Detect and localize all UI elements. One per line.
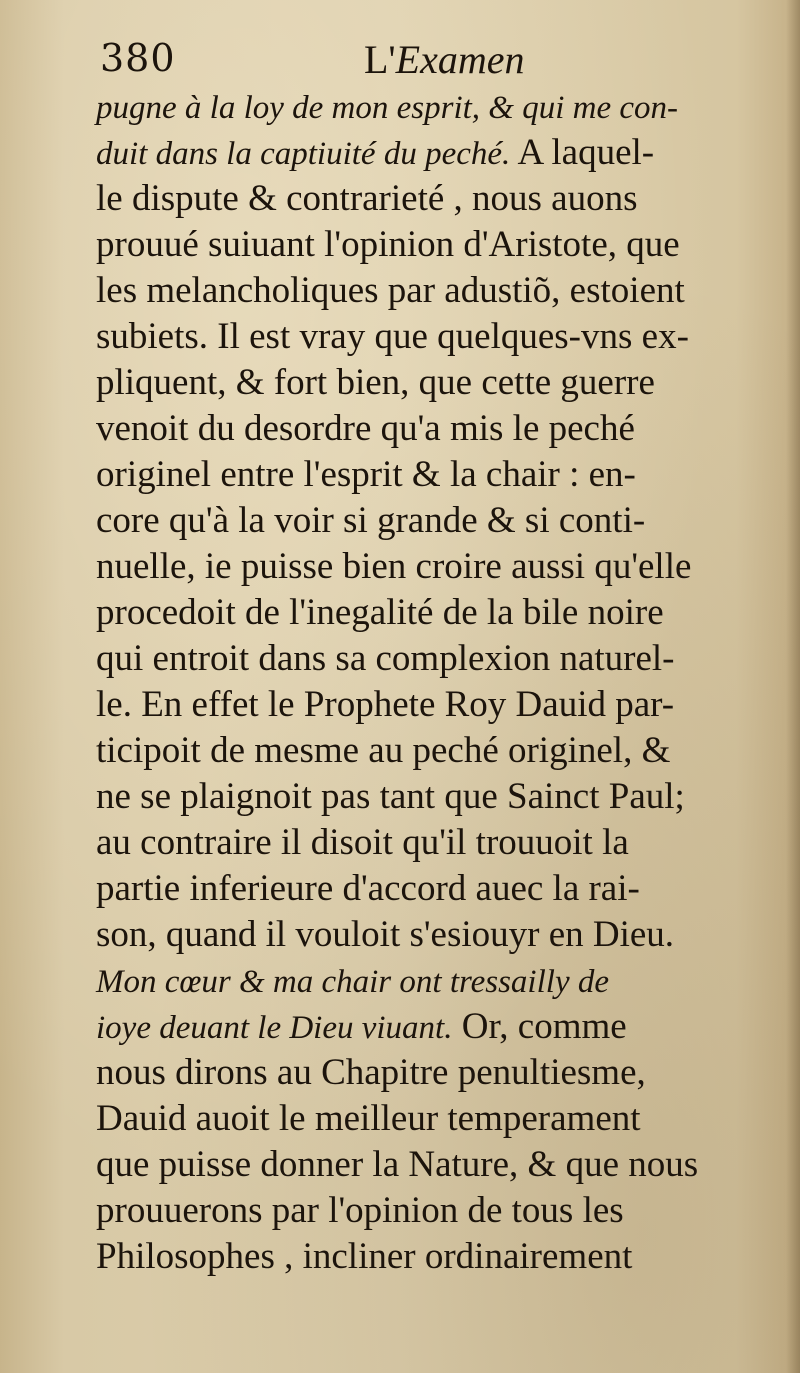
text-line: au contraire il disoit qu'il trouuoit la bbox=[96, 822, 629, 863]
text-line: procedoit de l'inegalité de la bile noire bbox=[96, 592, 664, 633]
text-line: prouuerons par l'opinion de tous les bbox=[96, 1190, 624, 1231]
running-head-prefix: L' bbox=[364, 37, 396, 82]
text-line: Dauid auoit le meilleur temperament bbox=[96, 1098, 641, 1139]
text-line: pliquent, & fort bien, que cette guerre bbox=[96, 362, 655, 403]
line-italic-segment: duit dans la captiuité du peché. bbox=[96, 136, 511, 172]
running-head-word: Examen bbox=[395, 37, 525, 82]
body-text bbox=[96, 84, 764, 1280]
text-line: originel entre l'esprit & la chair : en- bbox=[96, 454, 636, 495]
text-line: subiets. Il est vray que quelques-vns ex- bbox=[96, 316, 689, 357]
running-head bbox=[364, 36, 524, 83]
line-italic-segment: ioye deuant le Dieu viuant. bbox=[96, 1010, 453, 1046]
text-line: son, quand il vouloit s'esiouyr en Dieu. bbox=[96, 914, 675, 955]
text-line: core qu'à la voir si grande & si conti- bbox=[96, 500, 646, 541]
text-line: le dispute & contrarieté , nous auons bbox=[96, 178, 638, 219]
text-line: le. En effet le Prophete Roy Dauid par- bbox=[96, 684, 675, 725]
text-line: qui entroit dans sa complexion naturel- bbox=[96, 638, 675, 679]
line-roman-segment: A laquel- bbox=[510, 132, 655, 173]
text-line bbox=[96, 958, 764, 1004]
text-line: venoit du desordre qu'a mis le peché bbox=[96, 408, 635, 449]
text-line: nuelle, ie puisse bien croire aussi qu'elle bbox=[96, 546, 692, 587]
line-italic-segment: Mon cœur & ma chair ont tressailly de bbox=[96, 964, 609, 1000]
page-number: 380 bbox=[100, 36, 176, 80]
text-line: Philosophes , incliner ordinairement bbox=[96, 1236, 633, 1277]
text-line: les melancholiques par adustiõ, estoient bbox=[96, 270, 685, 311]
text-line: ticipoit de mesme au peché originel, & bbox=[96, 730, 671, 771]
text-line: nous dirons au Chapitre penultiesme, bbox=[96, 1052, 646, 1093]
text-line bbox=[96, 130, 764, 176]
text-line: que puisse donner la Nature, & que nous bbox=[96, 1144, 699, 1185]
text-line: partie inferieure d'accord auec la rai- bbox=[96, 868, 640, 909]
text-line: ne se plaignoit pas tant que Sainct Paul; bbox=[96, 776, 685, 817]
line-roman-segment: Or, comme bbox=[452, 1006, 627, 1047]
text-line bbox=[96, 1004, 764, 1050]
line-italic-segment: pugne à la loy de mon esprit, & qui me con- bbox=[96, 90, 678, 126]
page-edge-shadow bbox=[786, 0, 800, 1373]
text-line bbox=[96, 84, 764, 130]
text-line: prouué suiuant l'opinion d'Aristote, que bbox=[96, 224, 680, 265]
